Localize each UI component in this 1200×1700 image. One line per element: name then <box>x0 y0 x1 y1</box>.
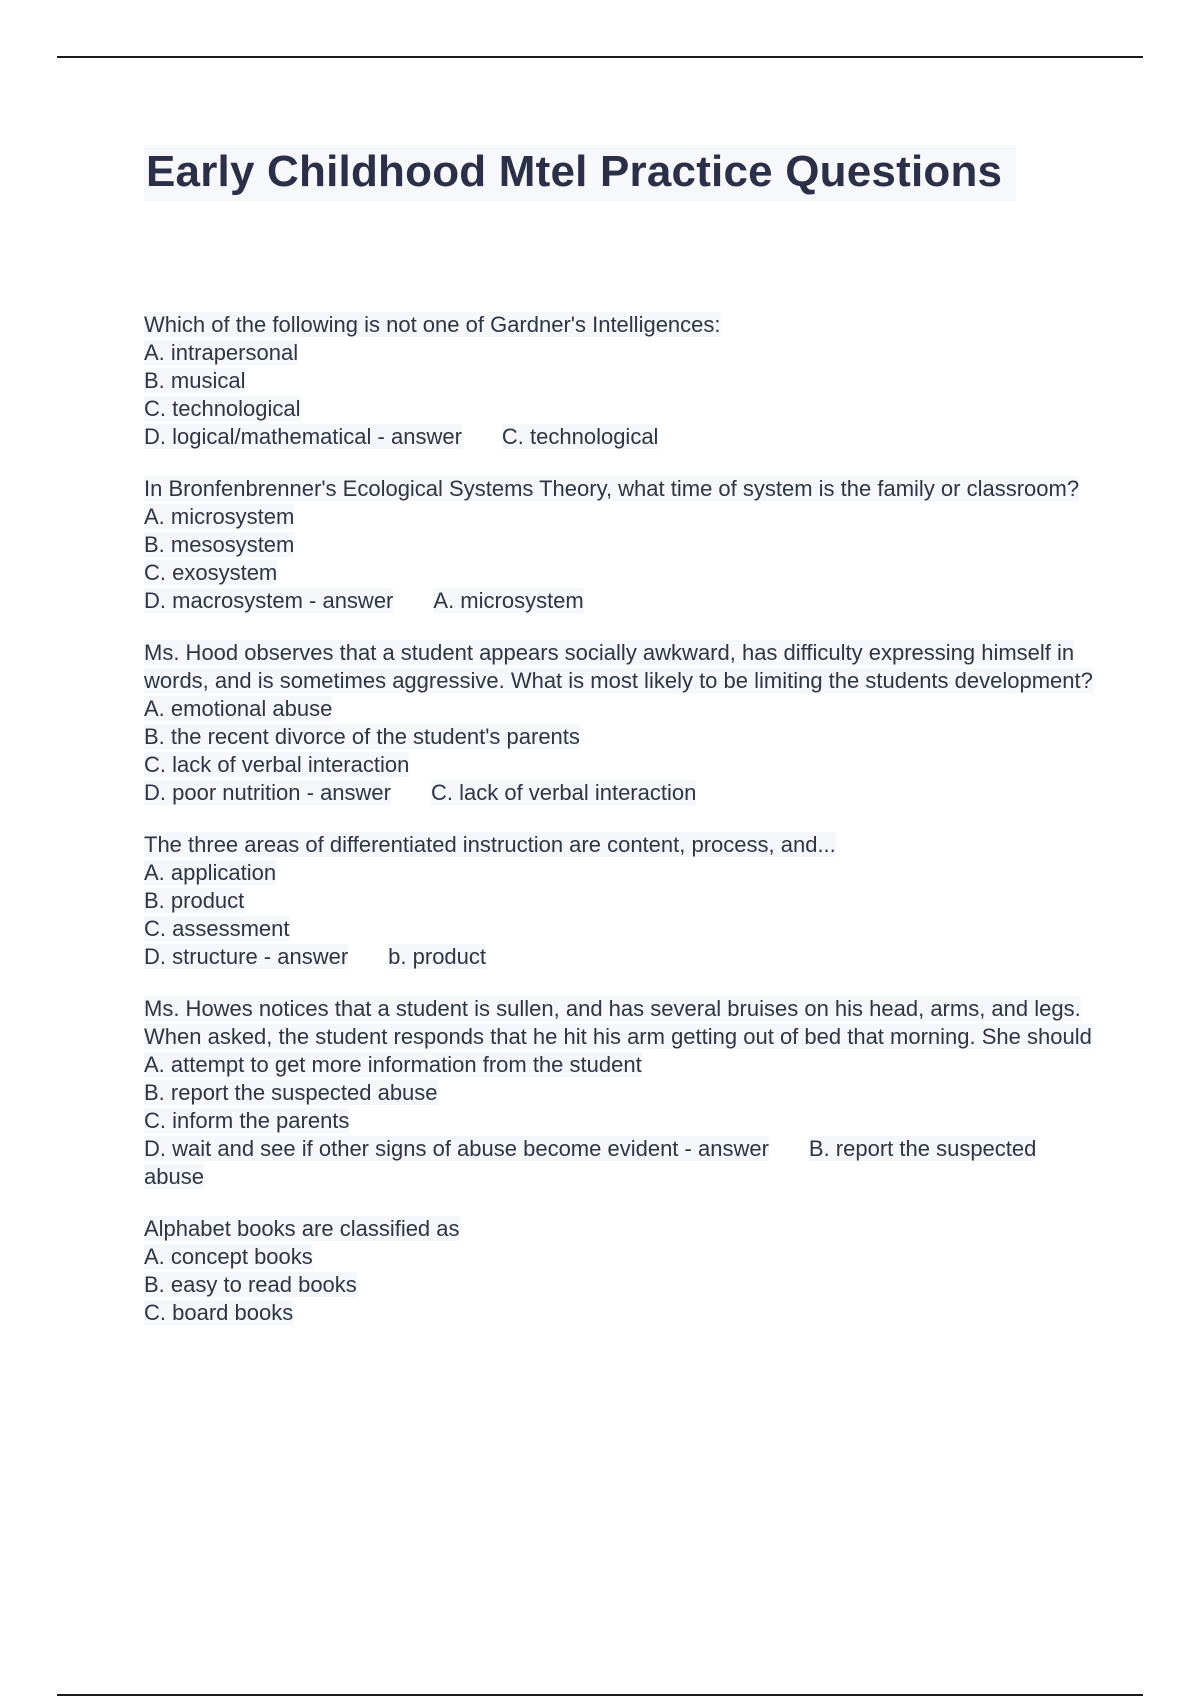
answer-line <box>144 1135 1094 1191</box>
option: C. technological <box>144 396 301 421</box>
option: B. easy to read books <box>144 1272 357 1297</box>
option: C. board books <box>144 1300 294 1325</box>
answer: b. product <box>388 944 487 969</box>
last-option: D. macrosystem - answer <box>144 588 394 613</box>
question-list <box>144 311 1094 1351</box>
question-text: Ms. Hood observes that a student appears socially awkward, has difficulty expressing himself in words, and is sometimes aggressive. What is most likely to be limiting the students development? <box>144 640 1093 693</box>
last-option: D. logical/mathematical - answer <box>144 424 462 449</box>
option: B. the recent divorce of the student's parents <box>144 724 580 749</box>
last-option: D. wait and see if other signs of abuse become evident - answer <box>144 1136 769 1161</box>
answer-line <box>144 587 1094 615</box>
option: C. exosystem <box>144 560 278 585</box>
answer: B. report the suspected abuse <box>144 1136 1037 1189</box>
top-rule <box>57 56 1143 58</box>
question-5 <box>144 995 1094 1191</box>
answer: C. lack of verbal interaction <box>431 780 697 805</box>
option: B. mesosystem <box>144 532 295 557</box>
option: C. lack of verbal interaction <box>144 752 410 777</box>
option: A. concept books <box>144 1244 313 1269</box>
question-text: Which of the following is not one of Gardner's Intelligences: <box>144 312 721 337</box>
answer: A. microsystem <box>433 588 584 613</box>
option: B. musical <box>144 368 246 393</box>
answer-line <box>144 423 1094 451</box>
option: C. inform the parents <box>144 1108 350 1133</box>
option: A. application <box>144 860 277 885</box>
question-text: The three areas of differentiated instruction are content, process, and... <box>144 832 836 857</box>
question-text: Ms. Howes notices that a student is sullen, and has several bruises on his head, arms, and legs. When asked, the student responds that he hit his arm getting out of bed that morning. She should <box>144 996 1092 1049</box>
bottom-rule <box>57 1694 1143 1696</box>
option: B. product <box>144 888 245 913</box>
question-1 <box>144 311 1094 451</box>
last-option: D. poor nutrition - answer <box>144 780 391 805</box>
option: B. report the suspected abuse <box>144 1080 438 1105</box>
last-option: D. structure - answer <box>144 944 349 969</box>
question-text: Alphabet books are classified as <box>144 1216 460 1241</box>
question-4 <box>144 831 1094 971</box>
answer: C. technological <box>501 424 659 449</box>
option: C. assessment <box>144 916 290 941</box>
answer-line <box>144 779 1094 807</box>
question-2 <box>144 475 1094 615</box>
option: A. intrapersonal <box>144 340 299 365</box>
question-6 <box>144 1215 1094 1327</box>
question-3 <box>144 639 1094 807</box>
answer-line <box>144 943 1094 971</box>
option: A. attempt to get more information from the student <box>144 1052 642 1077</box>
option: A. microsystem <box>144 504 295 529</box>
option: A. emotional abuse <box>144 696 333 721</box>
question-text: In Bronfenbrenner's Ecological Systems Theory, what time of system is the family or classroom? <box>144 476 1080 501</box>
page-title: Early Childhood Mtel Practice Questions <box>144 145 1016 201</box>
